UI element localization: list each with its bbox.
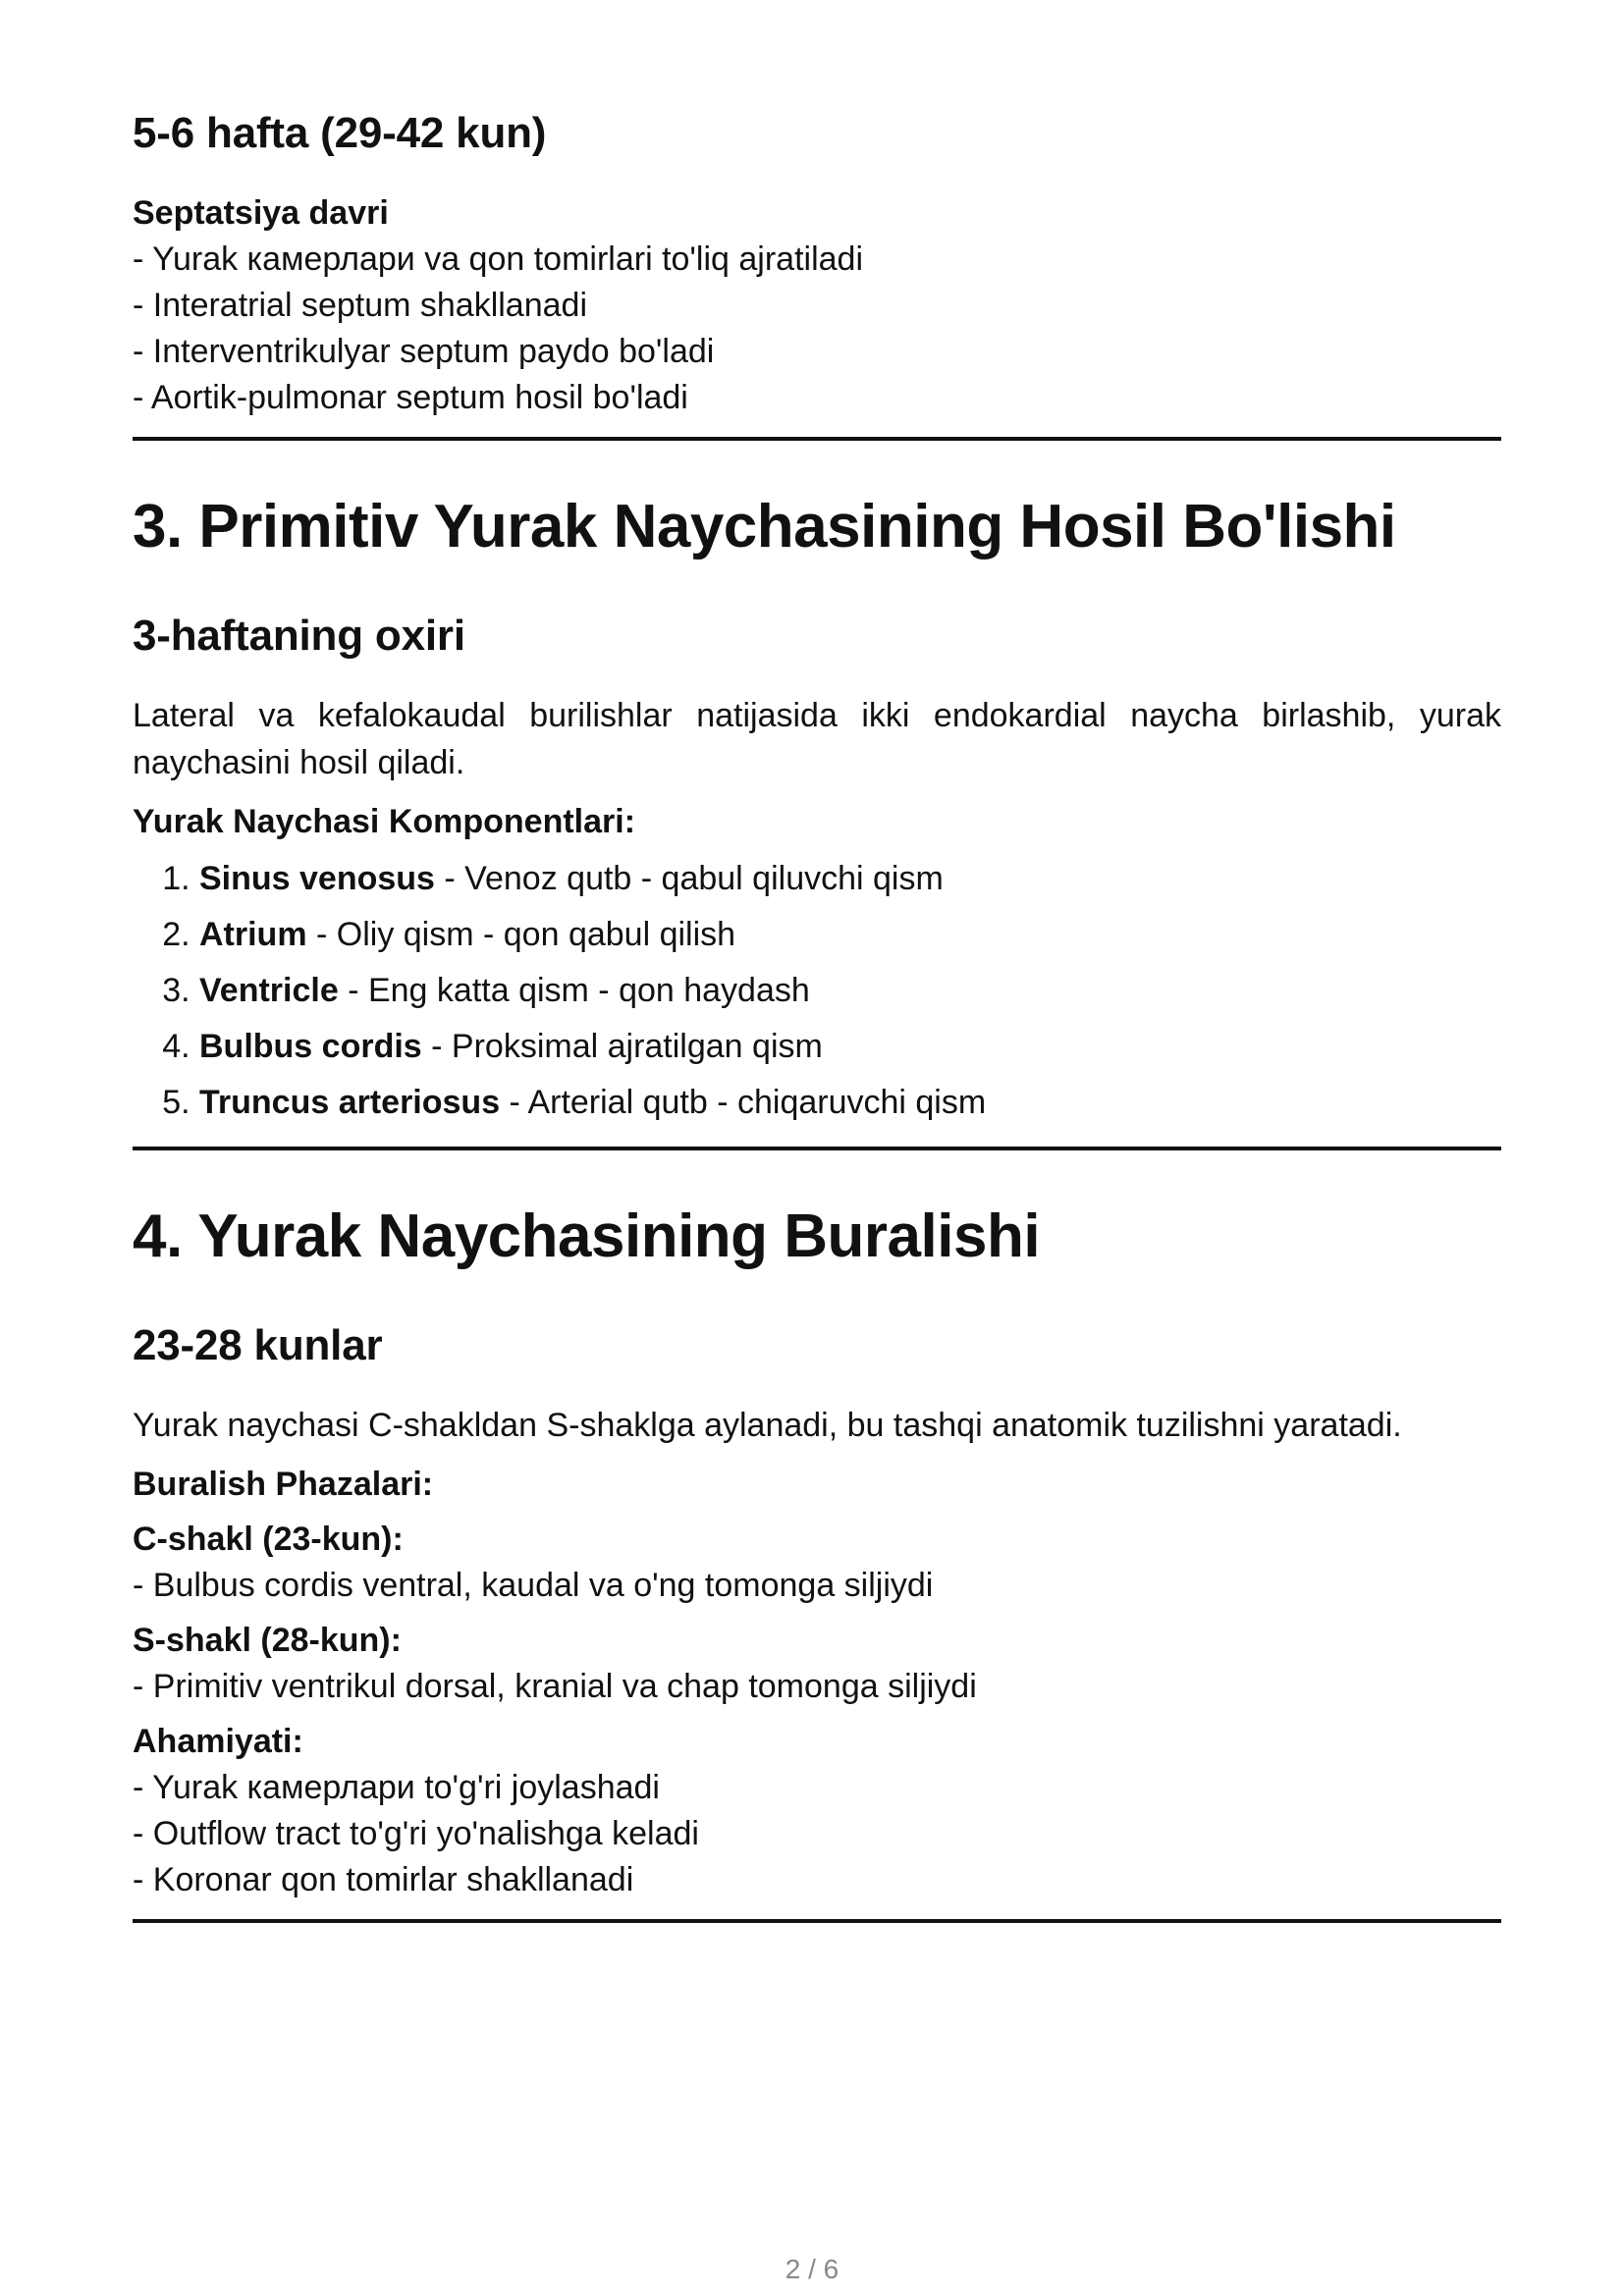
section-divider (133, 1147, 1501, 1150)
section-4-subheading: 23-28 kunlar (133, 1321, 383, 1370)
list-item (199, 1019, 1501, 1075)
list-line: - Interventrikulyar septum paydo bo'ladi (133, 332, 715, 370)
document-page (133, 108, 1501, 1923)
c-shakl-line: - Bulbus cordis ventral, kaudal va o'ng tomonga siljiydi (133, 1566, 934, 1604)
list-item (199, 1075, 1501, 1131)
label-septatsiya-davri: Septatsiya davri (133, 193, 389, 232)
c-shakl-label: C-shakl (23-kun): (133, 1520, 404, 1558)
components-label: Yurak Naychasi Komponentlari: (133, 802, 636, 840)
page-number: 2 / 6 (785, 2254, 839, 2284)
list-line: - Yurak камерлари to'g'ri joylashadi (133, 1768, 660, 1806)
s-shakl-line: - Primitiv ventrikul dorsal, kranial va chap tomonga siljiydi (133, 1667, 977, 1705)
component-desc: - Oliy qism - qon qabul qilish (306, 915, 736, 953)
component-desc: - Eng katta qism - qon haydash (338, 971, 810, 1009)
list-line: - Aortik-pulmonar septum hosil bo'ladi (133, 378, 688, 416)
component-desc: - Venoz qutb - qabul qiluvchi qism (434, 859, 944, 897)
component-desc: - Proksimal ajratilgan qism (421, 1027, 823, 1065)
section-4-title: 4. Yurak Naychasining Buralishi (133, 1201, 1041, 1270)
phases-label: Buralish Phazalari: (133, 1465, 434, 1503)
s-shakl-label: S-shakl (28-kun): (133, 1621, 402, 1659)
section-4-paragraph: Yurak naychasi C-shakldan S-shaklga aylanadi, bu tashqi anatomik tuzilishni yaratadi. (133, 1406, 1402, 1444)
component-term: Ventricle (199, 971, 339, 1009)
component-term: Truncus arteriosus (199, 1083, 501, 1121)
section-3-paragraph: Lateral va kefalokaudal burilishlar natijasida ikki endokardial naycha birlashib, yurak naychasini hosil qiladi. (133, 696, 1501, 781)
subheading-5-6-hafta: 5-6 hafta (29-42 kun) (133, 109, 547, 157)
list-item (199, 963, 1501, 1019)
list-item (199, 907, 1501, 963)
component-desc: - Arterial qutb - chiqaruvchi qism (500, 1083, 987, 1121)
list-line: - Outflow tract to'g'ri yo'nalishga keladi (133, 1814, 699, 1852)
list-line: - Yurak камерлари va qon tomirlari to'liq ajratiladi (133, 240, 863, 278)
section-divider (133, 1919, 1501, 1923)
component-term: Sinus venosus (199, 859, 435, 897)
component-term: Bulbus cordis (199, 1027, 422, 1065)
components-list (133, 851, 1501, 1131)
section-3-title: 3. Primitiv Yurak Naychasining Hosil Bo'lishi (133, 492, 1396, 561)
list-line: - Interatrial septum shakllanadi (133, 286, 588, 324)
section-3-subheading: 3-haftaning oxiri (133, 612, 465, 661)
list-line: - Koronar qon tomirlar shakllanadi (133, 1860, 634, 1898)
component-term: Atrium (199, 915, 307, 953)
section-divider (133, 437, 1501, 441)
importance-label: Ahamiyati: (133, 1722, 303, 1760)
list-item (199, 851, 1501, 907)
